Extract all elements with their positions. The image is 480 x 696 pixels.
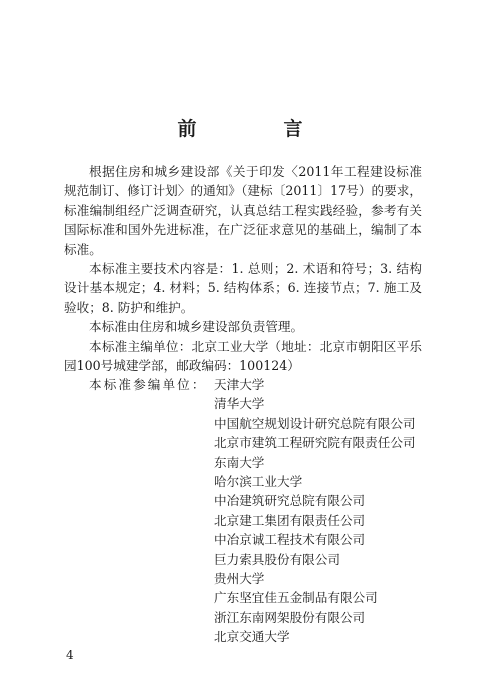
paragraph-management: 本标准由住房和城乡建设部负责管理。 <box>89 319 304 335</box>
paragraph-chief-editor: 本标准主编单位：北京工业大学（地址：北京市朝阳区平乐园100号城建学部，邮政编码：100124） <box>64 338 422 374</box>
participant-unit: 天津大学 <box>214 377 265 392</box>
participant-row <box>64 550 444 569</box>
participant-row <box>64 375 444 394</box>
participant-row <box>64 569 444 588</box>
page-number: 4 <box>66 648 74 662</box>
participant-row <box>64 511 444 530</box>
participant-unit: 巨力索具股份有限公司 <box>214 551 340 567</box>
participant-row <box>64 394 444 413</box>
participants-label: 本标准参编单位： <box>89 377 207 392</box>
participant-row <box>64 608 444 627</box>
participant-unit: 哈尔滨工业大学 <box>214 473 303 489</box>
participant-unit: 中冶建筑研究总院有限公司 <box>214 493 366 509</box>
foreword-body <box>64 162 422 375</box>
participant-row <box>64 472 444 491</box>
participant-unit: 北京建工集团有限责任公司 <box>214 512 366 528</box>
participant-unit: 清华大学 <box>214 396 265 412</box>
participant-unit: 北京市建筑工程研究院有限责任公司 <box>214 435 416 451</box>
participant-row <box>64 453 444 472</box>
participant-unit: 广东坚宜佳五金制品有限公司 <box>214 590 378 606</box>
participant-row <box>64 433 444 452</box>
page-title: 前 言 <box>177 118 337 140</box>
participant-unit: 中国航空规划设计研究总院有限公司 <box>214 415 416 431</box>
participant-row <box>64 491 444 510</box>
participating-units <box>64 375 444 646</box>
participant-row <box>64 530 444 549</box>
participant-unit: 贵州大学 <box>214 570 265 586</box>
participant-unit: 北京交通大学 <box>214 629 290 645</box>
paragraph-background: 根据住房和城乡建设部《关于印发〈2011年工程建设标准规范制订、修订计划〉的通知》（建标〔2011〕17号）的要求，标准编制组经广泛调查研究，认真总结工程实践经验，参考有关国际标准和国外先进标准，在广泛征求意见的基础上，编制了本标准。 <box>64 164 422 257</box>
participant-unit: 东南大学 <box>214 454 265 470</box>
participant-row <box>64 588 444 607</box>
participant-unit: 中冶京诚工程技术有限公司 <box>214 532 366 548</box>
participant-unit: 浙江东南网架股份有限公司 <box>214 609 366 625</box>
participant-row <box>64 627 444 646</box>
participant-row <box>64 414 444 433</box>
paragraph-technical-content: 本标准主要技术内容是：1. 总则；2. 术语和符号；3. 结构设计基本规定；4. 材料；5. 结构体系；6. 连接节点；7. 施工及验收；8. 防护和维护。 <box>64 261 422 315</box>
